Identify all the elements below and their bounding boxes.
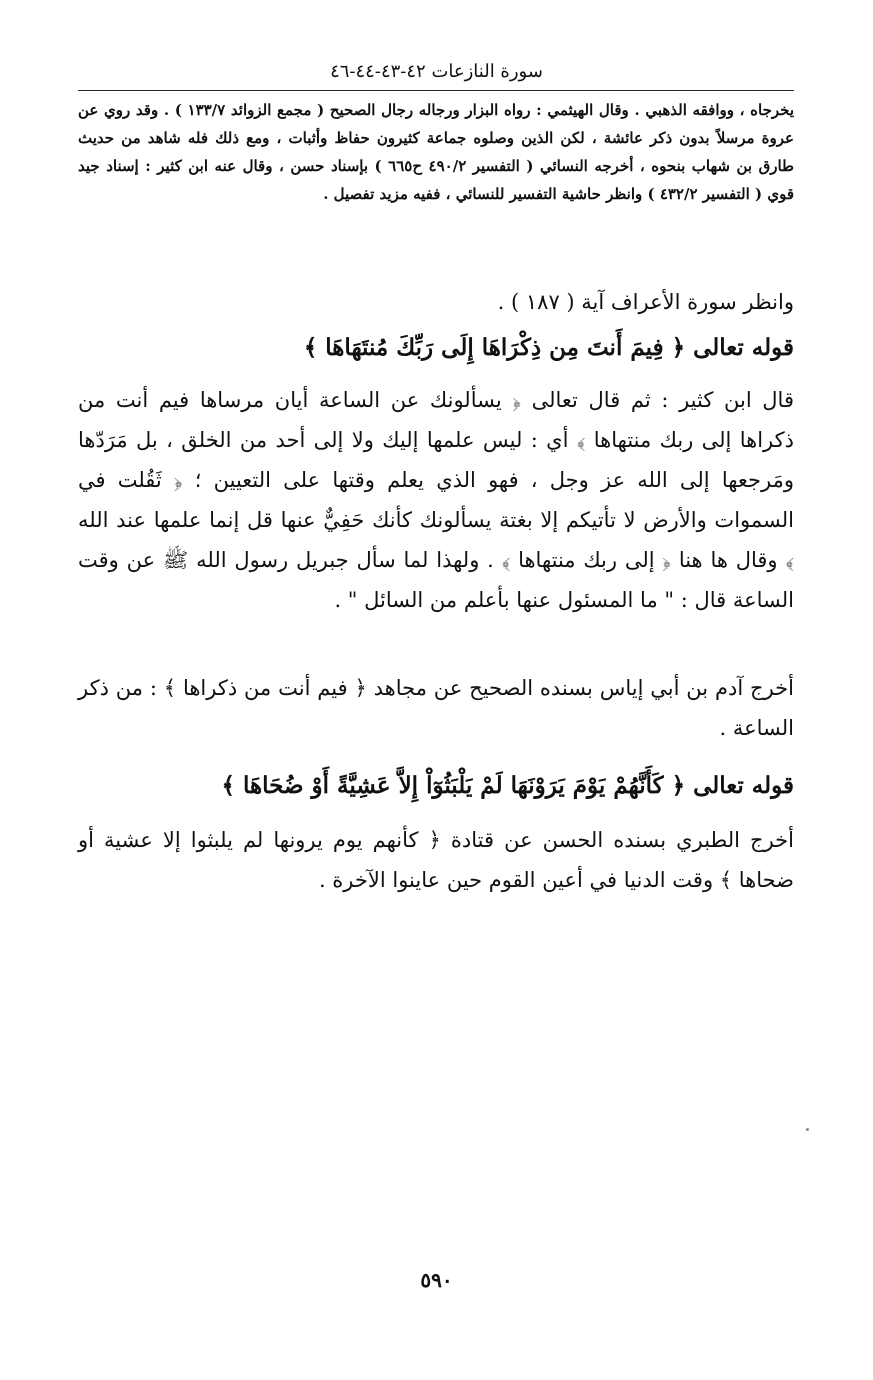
header-rule <box>78 90 794 91</box>
paragraph-2-text: أخرج آدم بن أبي إياس بسنده الصحيح عن مجاهد ﴿ فيم أنت من ذكراها ﴾ : من ذكر الساعة . <box>78 676 794 740</box>
paragraph-3 <box>78 820 794 900</box>
reference-text: وانظر سورة الأعراف آية ( ١٨٧ ) . <box>497 290 794 314</box>
verse-heading-2: قوله تعالى ﴿ كَأَنَّهُمْ يَوْمَ يَرَوْنَهَا لَمْ يَلْبَثُوٓاْ إِلاَّ عَشِيَّةً أَوْ ضُحَاهَا ﴾ <box>221 772 794 799</box>
running-title: سورة النازعات ٤٢-٤٣-٤٤-٤٦ <box>330 61 543 82</box>
page-number: ٥٩٠ <box>420 1268 453 1292</box>
paragraph-1-text: قال ابن كثير : ثم قال تعالى ﴿ يسألونك عن الساعة أيان مرساها فيم أنت من ذكراها إلى ربك منتهاها ﴾ أي : ليس علمها إليك ولا إلى أحد من الخلق ، بل مَرَدّها ومَرجعها إلى الله عز وجل ، فهو الذي يعلم وقتها على التعيين ؛ ﴿ ثَقُلت في السموات والأرض لا تأتيكم إلا بغتة يسألونك كأنك حَفِيٌّ عنها قل إنما علمها عند الله ﴾ وقال ها هنا ﴿ إلى ربك منتهاها ﴾ . ولهذا لما سأل جبريل رسول الله ﷺ عن وقت الساعة قال : " ما المسئول عنها بأعلم من السائل " . <box>78 388 794 612</box>
footnote <box>78 96 794 208</box>
paragraph-2 <box>78 668 794 748</box>
verse-heading-1: قوله تعالى ﴿ فِيمَ أَنتَ مِن ذِكْرَاهَا إِلَى رَبِّكَ مُنتَهَاهَا ﴾ <box>303 334 794 361</box>
reference-line <box>78 282 794 322</box>
paragraph-1 <box>78 380 794 620</box>
footnote-text: يخرجاه ، ووافقه الذهبي . وقال الهيثمي : رواه البزار ورجاله رجال الصحيح ( مجمع الزوائد ١٣٣/٧ ) . وقد روي عن عروة مرسلاً بدون ذكر عائشة ، لكن الذين وصلوه جماعة كثيرون حفاظ وأثبات ، ومع ذلك فله شاهد من حديث طارق بن شهاب بنحوه ، أخرجه النسائي ( التفسير ٤٩٠/٢ ح٦٦٥ ) بإسناد حسن ، وقال عنه ابن كثير : إسناد جيد قوي ( التفسير ٤٣٢/٢ ) وانظر حاشية التفسير للنسائي ، ففيه مزيد تفصيل . <box>78 101 794 203</box>
margin-speck <box>806 1128 809 1131</box>
paragraph-3-text: أخرج الطبري بسنده الحسن عن قتادة ﴿ كأنهم يوم يرونها لم يلبثوا إلا عشية أو ضحاها ﴾ وقت الدنيا في أعين القوم حين عاينوا الآخرة . <box>78 828 794 892</box>
